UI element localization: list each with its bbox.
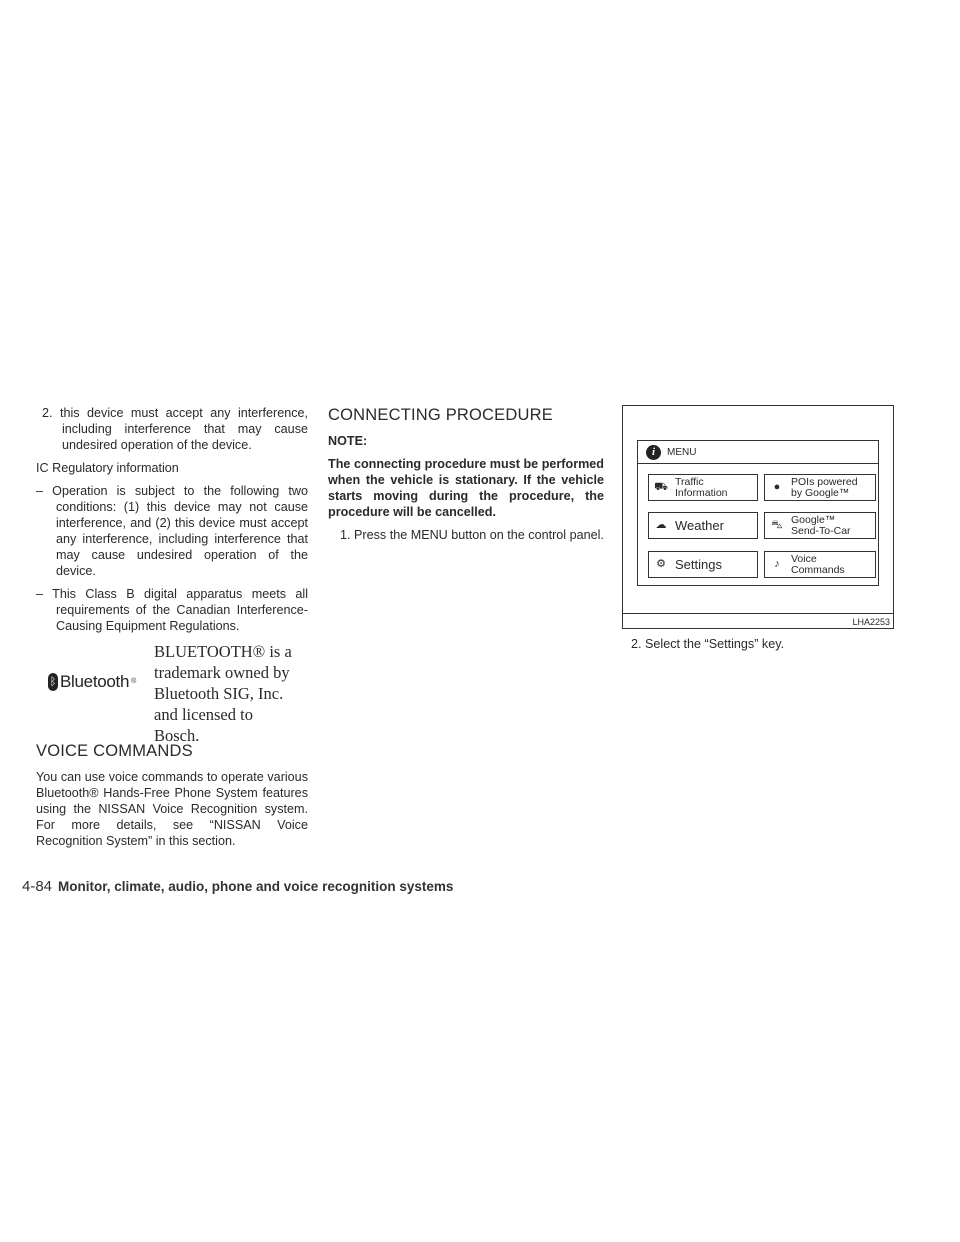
weather-key: ☁ Weather: [648, 512, 758, 539]
menu-screen: [637, 440, 879, 586]
bluetooth-trademark-text: BLUETOOTH® is a trademark owned by Bluetooth SIG, Inc. and licensed to Bosch.: [154, 642, 292, 745]
dash-item-2: – This Class B digital apparatus meets all requirements of the Canadian Interference-Causing Equipment Regulations.: [36, 587, 308, 633]
list-item-2: 2. this device must accept any interference, including interference that may cause undesired operation of the device.: [42, 406, 309, 452]
ic-heading: IC Regulatory information: [36, 461, 179, 475]
settings-key: ⚙ Settings: [648, 551, 758, 578]
middle-column: [328, 405, 604, 550]
info-icon: i: [646, 445, 661, 460]
gear-icon: ⚙: [656, 558, 666, 570]
figure-divider: [623, 613, 893, 614]
menu-title-bar: [638, 441, 878, 464]
note-text: The connecting procedure must be performed when the vehicle is stationary. If the vehicle starts moving during the procedure, the procedure will be cancelled.: [328, 457, 604, 519]
section-title: Monitor, climate, audio, phone and voice recognition systems: [58, 879, 454, 894]
page-footer: [22, 878, 453, 895]
figure-code: LHA2253: [852, 617, 890, 627]
bluetooth-logo: ᛒ Bluetooth ®: [49, 672, 137, 691]
left-column: [36, 405, 308, 856]
menu-screen-figure: [622, 405, 894, 629]
dash-item-1: – Operation is subject to the following two conditions: (1) this device may not cause interference, and (2) this device must accept any interference, including interference that may cause undesired operation of the device.: [36, 484, 308, 578]
voice-commands-heading: VOICE COMMANDS: [36, 742, 193, 760]
send-to-car-icon: ⛍: [771, 519, 783, 531]
traffic-information-key: ⛟ Traffic Information: [648, 474, 758, 501]
bluetooth-trademark-block: [36, 641, 308, 745]
map-pin-icon: ●: [773, 481, 781, 493]
voice-commands-text: You can use voice commands to operate various Bluetooth® Hands-Free Phone System features using the NISSAN Voice Recognition system. For more details, see “NISSAN Voice Recognition System” in this section.: [36, 770, 308, 848]
step-2: 2. Select the “Settings” key.: [631, 637, 785, 651]
bluetooth-icon: ᛒ: [48, 673, 58, 691]
page-number: 4-84: [22, 878, 53, 895]
weather-icon: ☁: [655, 519, 667, 531]
note-label: NOTE:: [328, 434, 368, 448]
connecting-procedure-heading: CONNECTING PROCEDURE: [328, 406, 553, 424]
voice-icon: ♪: [774, 558, 780, 570]
traffic-icon: ⛟: [654, 481, 668, 493]
pois-key: ● POIs powered by Google™: [764, 474, 876, 501]
menu-title: MENU: [667, 446, 697, 458]
step-1: 1. Press the MENU button on the control panel.: [340, 528, 604, 542]
voice-commands-key: ♪ Voice Commands: [764, 551, 876, 578]
google-send-to-car-key: ⛍ Google™ Send-To-Car: [764, 512, 876, 539]
